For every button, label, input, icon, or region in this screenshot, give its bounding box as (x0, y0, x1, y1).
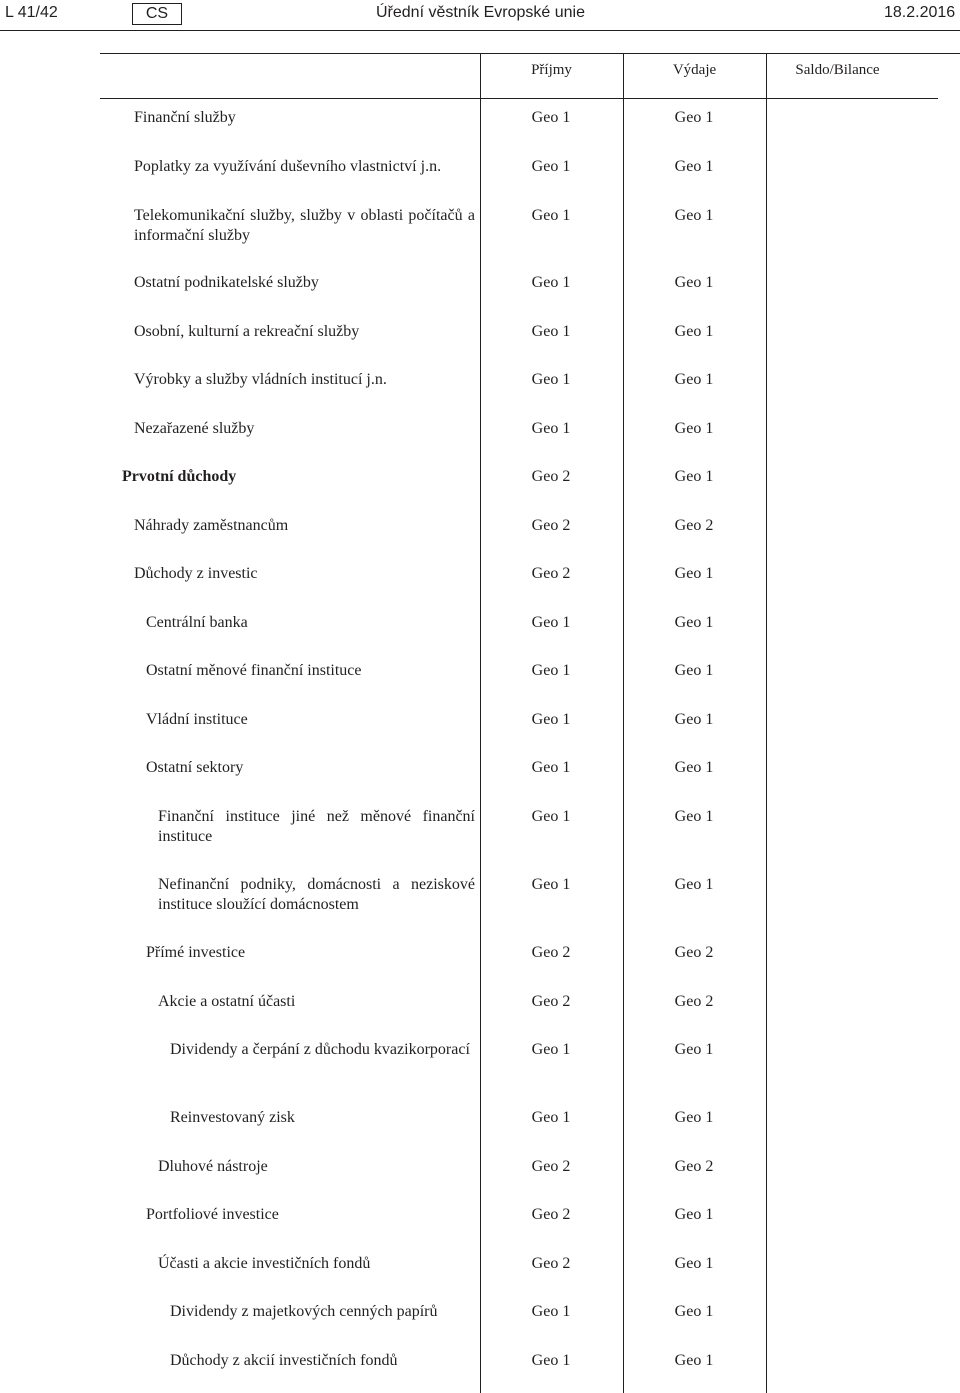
expenditure-cell: Geo 2 (674, 517, 714, 534)
column-divider-3 (766, 53, 767, 1393)
expenditure-cell: Geo 2 (674, 944, 714, 961)
receipts-cell: Geo 1 (531, 1041, 571, 1058)
row-label: Ostatní podnikatelské služby (134, 274, 319, 291)
row-label: Osobní, kulturní a rekreační služby (134, 323, 360, 340)
expenditure-cell: Geo 1 (674, 274, 714, 291)
receipts-cell: Geo 2 (531, 468, 571, 485)
page-reference: L 41/42 (5, 4, 58, 21)
receipts-cell: Geo 1 (531, 371, 571, 388)
row-label: Náhrady zaměstnancům (134, 517, 289, 534)
expenditure-cell: Geo 1 (674, 614, 714, 631)
expenditure-cell: Geo 1 (674, 1206, 714, 1223)
expenditure-cell: Geo 1 (674, 759, 714, 776)
language-code-box: CS (132, 3, 182, 25)
expenditure-cell: Geo 1 (674, 158, 714, 175)
row-label: Portfoliové investice (146, 1206, 279, 1223)
row-label: Ostatní sektory (146, 759, 244, 776)
receipts-cell: Geo 1 (531, 420, 571, 437)
receipts-cell: Geo 1 (531, 158, 571, 175)
publication-date: 18.2.2016 (884, 4, 956, 21)
row-label: Prvotní důchody (122, 468, 237, 485)
expenditure-cell: Geo 1 (674, 420, 714, 437)
expenditure-cell: Geo 1 (674, 876, 714, 893)
receipts-cell: Geo 1 (531, 323, 571, 340)
column-header-receipts: Příjmy (531, 62, 572, 78)
receipts-cell: Geo 2 (531, 1206, 571, 1223)
row-label: Dluhové nástroje (158, 1158, 268, 1175)
expenditure-cell: Geo 1 (674, 1109, 714, 1126)
receipts-cell: Geo 2 (531, 1255, 571, 1272)
expenditure-cell: Geo 1 (674, 711, 714, 728)
receipts-cell: Geo 1 (531, 808, 571, 825)
row-label: Nefinanční podniky, domácnosti a neziskové instituce sloužící domácnostem (158, 876, 475, 913)
receipts-cell: Geo 1 (531, 1109, 571, 1126)
journal-title: Úřední věstník Evropské unie (376, 4, 585, 21)
receipts-cell: Geo 2 (531, 517, 571, 534)
receipts-cell: Geo 1 (531, 274, 571, 291)
expenditure-cell: Geo 1 (674, 1255, 714, 1272)
receipts-cell: Geo 1 (531, 1303, 571, 1320)
row-label: Dividendy z majetkových cenných papírů (170, 1303, 438, 1320)
receipts-cell: Geo 1 (531, 759, 571, 776)
row-label: Nezařazené služby (134, 420, 255, 437)
expenditure-cell: Geo 1 (674, 1352, 714, 1369)
row-label: Finanční služby (134, 109, 236, 126)
expenditure-cell: Geo 2 (674, 993, 714, 1010)
receipts-cell: Geo 1 (531, 662, 571, 679)
table-top-rule (100, 53, 960, 54)
row-label: Finanční instituce jiné než měnové finanční instituce (158, 808, 475, 845)
expenditure-cell: Geo 1 (674, 109, 714, 126)
expenditure-cell: Geo 1 (674, 468, 714, 485)
receipts-cell: Geo 2 (531, 565, 571, 582)
row-label: Centrální banka (146, 614, 248, 631)
receipts-cell: Geo 1 (531, 614, 571, 631)
receipts-cell: Geo 2 (531, 1158, 571, 1175)
receipts-cell: Geo 1 (531, 711, 571, 728)
row-label: Výrobky a služby vládních institucí j.n. (134, 371, 387, 388)
receipts-cell: Geo 2 (531, 944, 571, 961)
expenditure-cell: Geo 1 (674, 207, 714, 224)
receipts-cell: Geo 2 (531, 993, 571, 1010)
row-label: Poplatky za využívání duševního vlastnictví j.n. (134, 158, 442, 175)
row-label: Účasti a akcie investičních fondů (158, 1255, 371, 1272)
row-label: Reinvestovaný zisk (170, 1109, 295, 1126)
expenditure-cell: Geo 1 (674, 565, 714, 582)
column-header-balance: Saldo/Bilance (795, 62, 880, 78)
row-label: Důchody z investic (134, 565, 258, 582)
receipts-cell: Geo 1 (531, 109, 571, 126)
row-label: Vládní instituce (146, 711, 248, 728)
expenditure-cell: Geo 1 (674, 323, 714, 340)
row-label: Přímé investice (146, 944, 246, 961)
table-header-rule (100, 98, 938, 99)
row-label: Dividendy a čerpání z důchodu kvazikorporací (170, 1041, 470, 1058)
expenditure-cell: Geo 1 (674, 808, 714, 825)
row-label: Ostatní měnové finanční instituce (146, 662, 362, 679)
row-label: Důchody z akcií investičních fondů (170, 1352, 398, 1369)
expenditure-cell: Geo 1 (674, 1303, 714, 1320)
row-label: Akcie a ostatní účasti (158, 993, 296, 1010)
expenditure-cell: Geo 2 (674, 1158, 714, 1175)
expenditure-cell: Geo 1 (674, 662, 714, 679)
expenditure-cell: Geo 1 (674, 371, 714, 388)
column-header-expenditure: Výdaje (672, 62, 717, 78)
receipts-cell: Geo 1 (531, 876, 571, 893)
receipts-cell: Geo 1 (531, 207, 571, 224)
expenditure-cell: Geo 1 (674, 1041, 714, 1058)
row-label: Telekomunikační služby, služby v oblasti počítačů a informační služby (134, 207, 475, 244)
receipts-cell: Geo 1 (531, 1352, 571, 1369)
